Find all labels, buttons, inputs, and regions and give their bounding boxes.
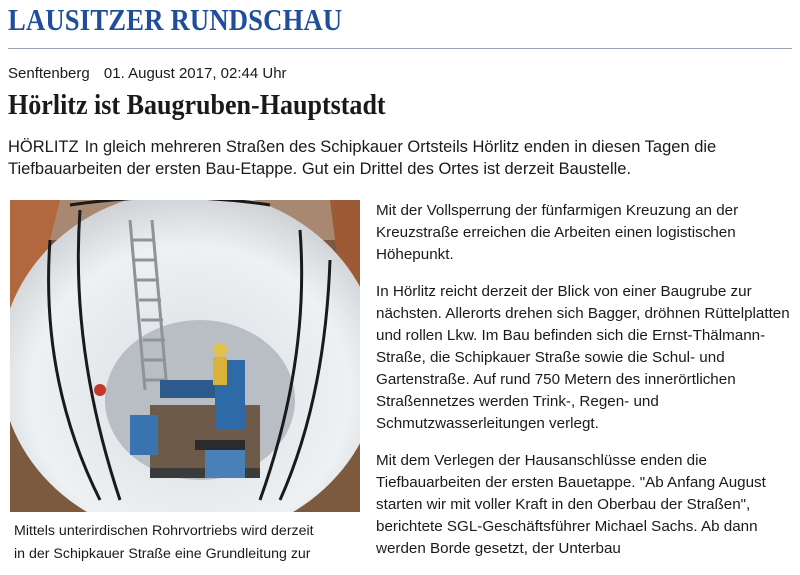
dateline-date: 01. August 2017, 02:44 Uhr [103,65,287,82]
caption-line-1: Mittels unterirdischen Rohrvortriebs wird derzeit [14,523,314,539]
lead-location: HÖRLITZ [8,138,79,156]
dateline-location: Senftenberg [8,65,90,82]
masthead-divider [8,48,792,49]
body-paragraph-2: In Hörlitz reicht derzeit der Blick von einer Baugrube zur nächsten. Allerorts drehen sich Bagger, dröhnen Rüttelplatten und rollen Lkw. Im Bau befinden sich die Ernst-Thälmann-Straße, die Schipkauer Straße sowie die Schul- und Gartenstraße. Auf rund 750 Metern des innerörtlichen Straßennetzes werden Trink-, Regen- und Schmutzwasserleitungen verlegt. [376,283,790,432]
article-lead [8,136,788,180]
body-paragraph-3: Mit dem Verlegen der Hausanschlüsse enden die Tiefbauarbeiten der ersten Bauetappe. "Ab Anfang August starten wir mit voller Kraft in den Oberbau der Straßen", berichtete SGL-Geschäftsführer Michael Sachs. Ab dann werden Borde gesetzt, der Unterbau [376,452,766,557]
lead-text: In gleich mehreren Straßen des Schipkauer Ortsteils Hörlitz enden in diesen Tagen die Tiefbauarbeiten der ersten Bau-Etappe. Gut ein Drittel des Ortes ist derzeit Baustelle. [8,138,717,178]
dateline [8,65,287,82]
body-paragraph-1: Mit der Vollsperrung der fünfarmigen Kreuzung an der Kreuzstraße erreichen die Arbeiten einen logistischen Höhepunkt. [376,202,739,263]
masthead-logo: LAUSITZER RUNDSCHAU [8,2,343,37]
article-photo [10,200,360,512]
article-headline: Hörlitz ist Baugruben-Hauptstadt [8,90,386,121]
caption-line-2: in der Schipkauer Straße eine Grundleitung zur [14,546,311,562]
construction-pit-photo [10,200,360,512]
article-body [376,200,794,575]
photo-caption [14,520,364,566]
